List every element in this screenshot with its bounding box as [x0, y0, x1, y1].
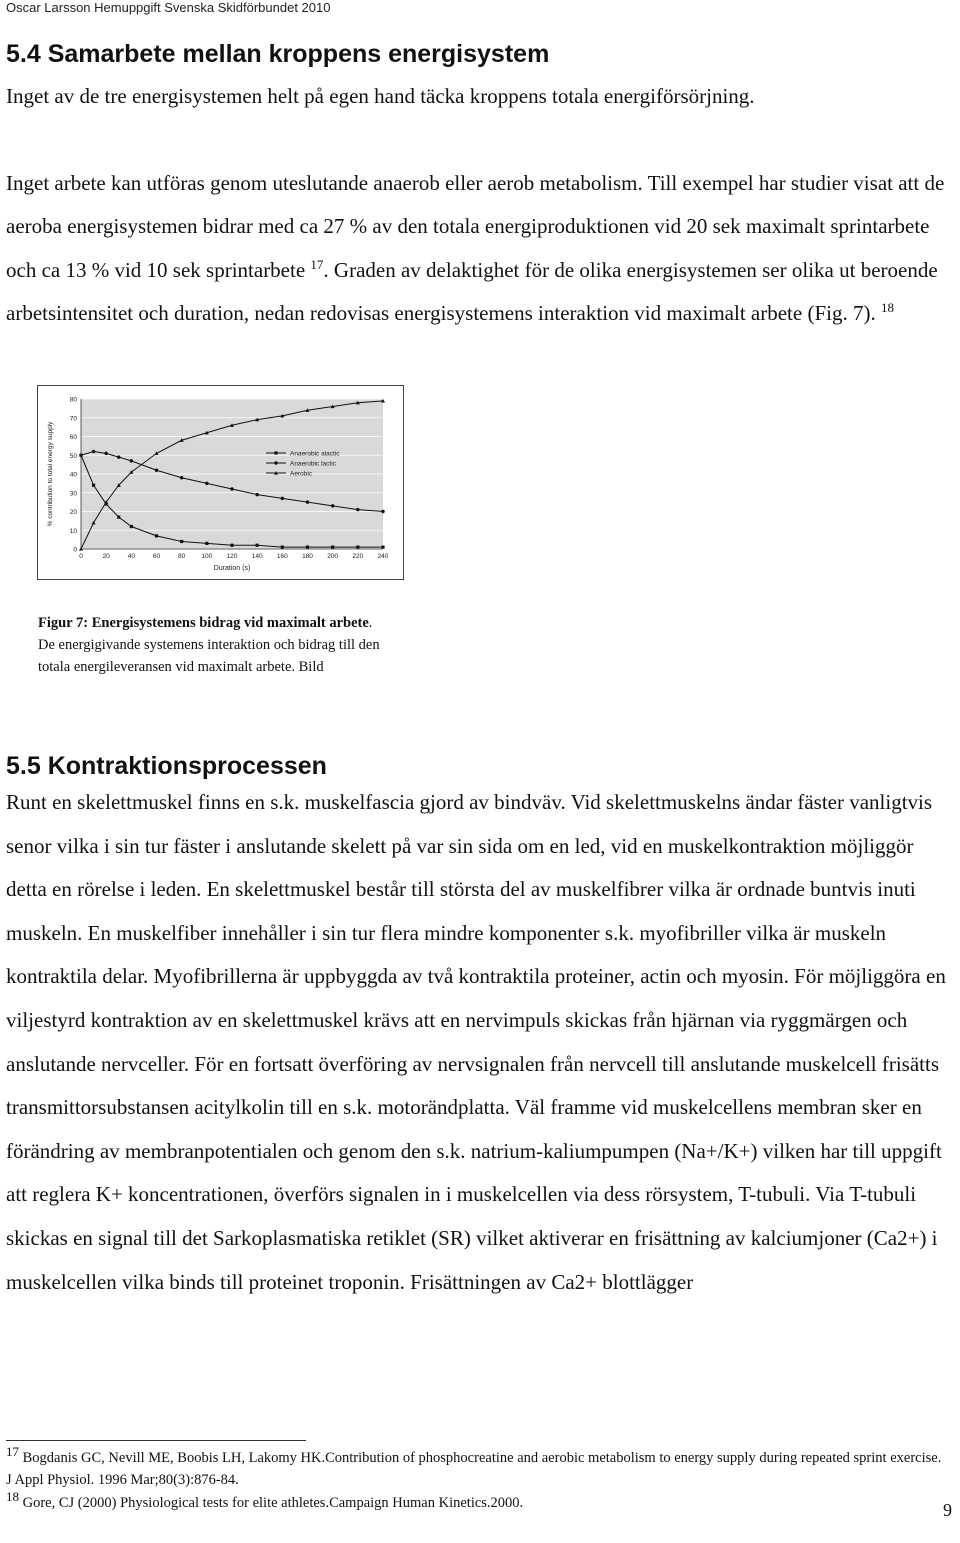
- section-5-4-text: [6, 75, 956, 336]
- data-point: [130, 459, 133, 462]
- data-point: [255, 493, 258, 496]
- data-point: [130, 525, 133, 528]
- x-tick-label: 80: [178, 553, 186, 560]
- data-point: [331, 546, 334, 549]
- legend-label: Aerobic: [290, 470, 313, 478]
- page-number: 9: [943, 1500, 952, 1520]
- data-point: [155, 534, 158, 537]
- y-tick-label: 10: [69, 527, 77, 535]
- x-axis-label: Duration (s): [213, 565, 251, 572]
- data-point: [356, 508, 359, 511]
- x-tick-label: 120: [226, 553, 238, 560]
- x-tick-label: 0: [79, 553, 83, 560]
- data-point: [381, 546, 384, 549]
- footnote-17: [6, 1444, 946, 1491]
- caption-line-1: [38, 612, 638, 634]
- running-header: Oscar Larsson Hemuppgift Svenska Skidförbundet 2010: [6, 0, 331, 15]
- contraction-paragraph: Runt en skelettmuskel finns en s.k. muskelfascia gjord av bindväv. Vid skelettmuskelns ändar fäster vanligtvis senor vilka i sin tur fäster i anslutande skelett på var sin sida om en led, vid en muskelkontraktion möjliggör detta en rörelse i leden. En skelettmuskel består till största del av muskelfibrer vilka är ordnade buntvis inuti muskeln. En muskelfiber innehåller i sin tur flera mindre komponenter s.k. myofibriller vilka är muskeln kontraktila delar. Myofibrillerna är uppbyggda av två kontraktila proteiner, actin och myosin. För möjliggöra en viljestyrd kontraktion av en skelettmuskel krävs att en nervimpuls skickas från hjärnan via ryggmärgen och anslutande nervceller. För en fortsatt överföring av nervsignalen från nervcell till anslutande muskelcell frisätts transmittorsubstansen acitylkolin till en s.k. motorändplatta. Väl framme vid muskelcellens membran sker en förändring av membranpotentialen och genom den s.k. natrium-kaliumpumpen (Na+/K+) vilken har till uppgift att reglera K+ koncentrationen, överförs signalen in i muskelcellen via dess rörsystem, T-tubuli. Via T-tubuli skickas en signal till det Sarkoplasmatiska retiklet (SR) vilket aktiverar en frisättning av kalciumjoner (Ca2+) i muskelcellen vilka binds till proteinet troponin. Frisättningen av Ca2+ blottlägger: [6, 790, 946, 1294]
- x-tick-label: 200: [327, 553, 339, 560]
- y-tick-label: 50: [69, 452, 77, 460]
- footnote-divider: [6, 1440, 306, 1441]
- data-point: [356, 546, 359, 549]
- footnote-17-number: 17: [6, 1444, 19, 1460]
- caption-dot: .: [368, 615, 373, 631]
- caption-title: Figur 7: Energisystemens bidrag vid maximalt arbete: [38, 615, 369, 631]
- data-point: [306, 546, 309, 549]
- data-point: [205, 542, 208, 545]
- y-tick-label: 70: [69, 415, 77, 423]
- y-tick-label: 20: [69, 509, 77, 516]
- data-point: [381, 510, 384, 513]
- x-tick-label: 60: [152, 553, 161, 560]
- x-tick-label: 20: [102, 553, 110, 560]
- y-tick-label: 60: [69, 434, 77, 441]
- x-tick-label: 40: [127, 553, 135, 560]
- footnote-18: [6, 1489, 946, 1514]
- reference-17: 17: [310, 256, 324, 272]
- footnote-18-number: 18: [6, 1489, 19, 1505]
- y-tick-label: 40: [69, 471, 77, 479]
- x-tick-label: 160: [276, 553, 288, 560]
- data-point: [281, 497, 284, 500]
- figure-7-chart: [37, 385, 404, 580]
- x-tick-label: 100: [201, 553, 213, 560]
- body-text-b: . Graden av delaktighet för de olika energisystemen ser olika ut beroende arbetsintensitet och duration, nedan redovisas energisystemens interaktion vid maximalt arbete (Fig. 7).: [6, 257, 938, 326]
- body-text-a: Inget arbete kan utföras genom uteslutande anaerob eller aerob metabolism. Till exempel har studier visat att de aeroba energisystemen bidrar med ca 27 % av den totala energiproduktionen vid 20 sek maximalt sprintarbete och ca 13 % vid 10 sek sprintarbete: [6, 170, 945, 282]
- x-tick-label: 240: [377, 553, 389, 560]
- data-point: [230, 544, 233, 547]
- data-point: [180, 476, 183, 479]
- intro-paragraph: Inget av de tre energisystemen helt på egen hand täcka kroppens totala energiförsörjning.: [6, 84, 755, 108]
- body-paragraph: [6, 162, 956, 336]
- footnote-18-text: Gore, CJ (2000) Physiological tests for elite athletes.Campaign Human Kinetics.2000.: [22, 1495, 524, 1511]
- caption-line-2: De energigivande systemens interaktion och bidrag till den: [38, 637, 380, 653]
- data-point: [92, 450, 95, 453]
- data-point: [331, 504, 334, 507]
- data-point: [306, 500, 309, 503]
- data-point: [104, 452, 107, 455]
- data-point: [117, 455, 120, 458]
- reference-18: 18: [880, 300, 894, 316]
- section-5-5-text: [6, 781, 956, 1304]
- y-axis-label: % contribution to total energy supply: [47, 421, 54, 527]
- x-tick-label: 220: [352, 553, 364, 560]
- legend-marker: [274, 461, 277, 464]
- x-tick-label: 140: [251, 553, 263, 560]
- y-tick-label: 30: [69, 490, 77, 498]
- legend-label: Anaerobic lactic: [290, 460, 336, 468]
- data-point: [155, 469, 158, 472]
- x-tick-label: 180: [302, 553, 313, 560]
- data-point: [92, 484, 95, 487]
- y-tick-label: 80: [69, 396, 77, 404]
- data-point: [230, 487, 233, 490]
- footnote-17-text: Bogdanis GC, Nevill ME, Boobis LH, Lakomy HK.Contribution of phosphocreatine and aerobic metabolism to energy supply during repeated sprint exercise. J Appl Physiol. 1996 Mar;80(3):876-84.: [6, 1450, 942, 1488]
- data-point: [180, 540, 183, 543]
- y-tick-label: 0: [73, 546, 77, 554]
- figure-caption: [38, 612, 638, 678]
- legend-label: Anaerobic alactic: [290, 450, 340, 458]
- caption-line-3: totala energileveransen vid maximalt arbete. Bild: [38, 659, 324, 675]
- energy-contribution-chart: [38, 386, 403, 579]
- data-point: [256, 544, 259, 547]
- legend-marker: [274, 451, 277, 454]
- data-point: [205, 482, 208, 485]
- section-heading-5-4: 5.4 Samarbete mellan kroppens energisystem: [6, 40, 550, 68]
- section-heading-5-5: 5.5 Kontraktionsprocessen: [6, 752, 327, 780]
- data-point: [281, 546, 284, 549]
- data-point: [117, 516, 120, 519]
